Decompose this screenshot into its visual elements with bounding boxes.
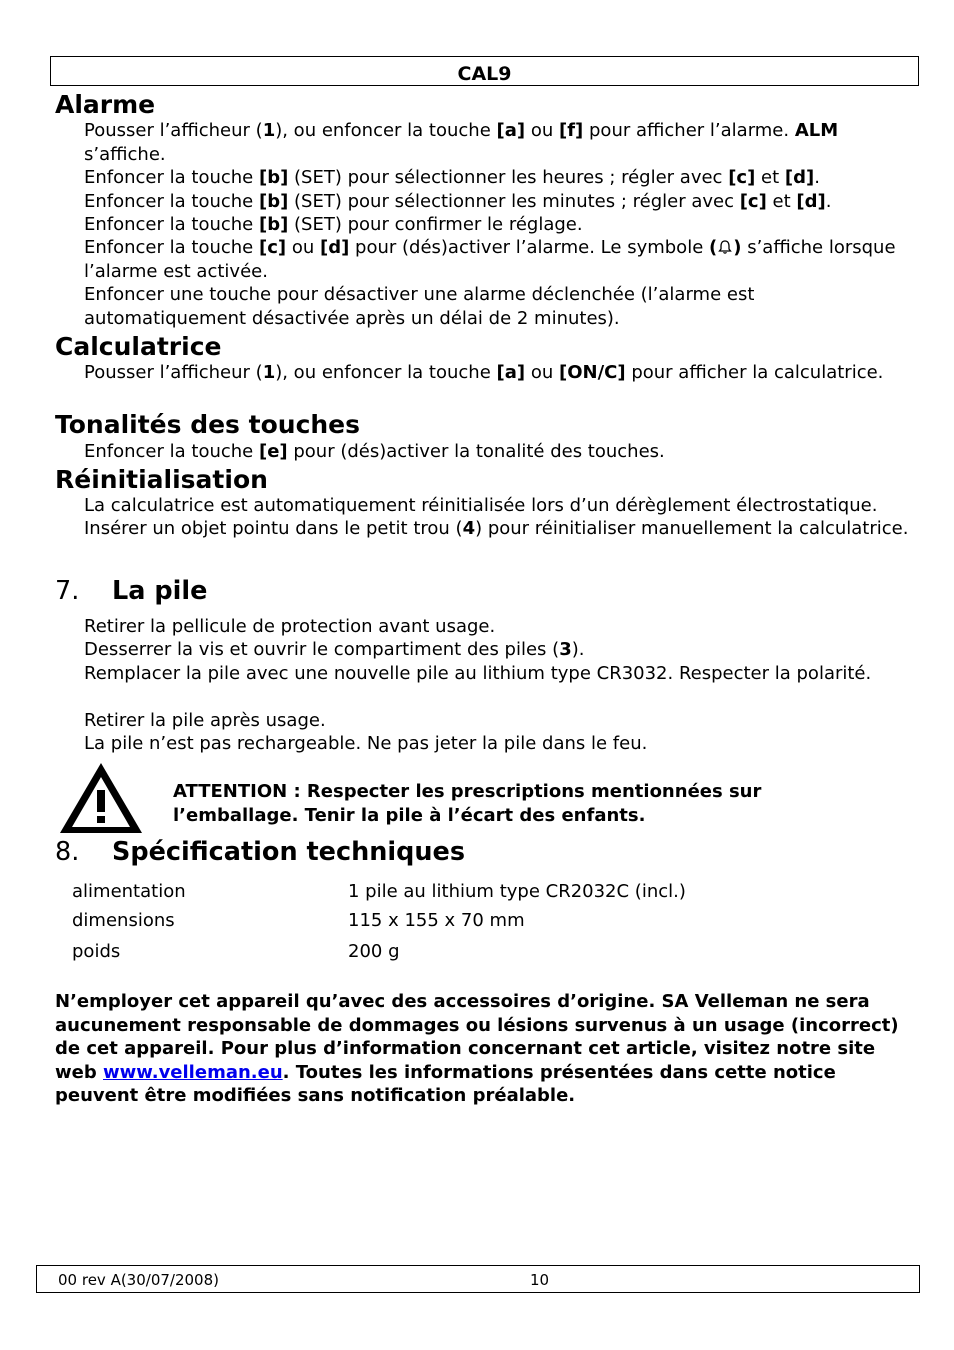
text: N’employer cet appareil qu’avec des accessoires d’origine. SA Velleman ne sera aucunement responsable de dommages ou lésions survenus à un usage (incorrect) de cet appareil. Pour plus d’information concernant cet article, visitez notre site web [55,991,899,1083]
tones-paragraph [84,440,914,464]
section-number: 7. [55,576,80,606]
heading-calculatrice: Calculatrice [55,332,222,361]
spec-label: dimensions [72,910,175,931]
page-number: 10 [530,1271,550,1289]
pile-line-1: Retirer la pellicule de protection avant usage. [84,616,496,637]
spec-label: poids [72,941,121,962]
disclaimer-paragraph [55,990,915,1108]
ref: 4 [462,518,476,539]
alm-label: ALM [794,120,839,141]
velleman-website-link[interactable]: www.velleman.eu [103,1061,283,1083]
heading-reinitialisation: Réinitialisation [55,465,268,494]
heading-la-pile [55,576,207,606]
text: pour afficher l’alarme. [583,120,795,141]
key: [a] [496,362,526,383]
text: pour (dés)activer la tonalité des touches. [287,441,665,462]
text: s’affiche lorsque l’alarme est activée. [84,237,896,282]
key: [c] [258,237,287,258]
key: [b] [258,191,289,212]
alarme-paragraph-5 [84,236,914,283]
text: ou [525,362,559,383]
ref: 1 [262,120,276,141]
reset-paragraph-1: La calculatrice est automatiquement réinitialisée lors d’un dérèglement électrostatique. [84,495,878,516]
section-title: Spécification techniques [112,837,466,867]
alarme-paragraph-2 [84,166,914,190]
key: [c] [739,191,767,212]
alarme-paragraph-6: Enfoncer une touche pour désactiver une alarme déclenchée (l’alarme est automatiquement désactivée après un délai de 2 minutes). [84,284,755,329]
text: . Toutes les informations présentées dans cette notice peuvent être modifiées sans notification préalable. [55,1061,836,1106]
key: [a] [496,120,526,141]
model-title: CAL9 [457,63,512,85]
text: . [814,167,820,188]
alarm-bell-icon [717,239,733,255]
text: et [766,191,797,212]
key: [d] [319,237,350,258]
text: Enfoncer la touche [84,441,259,462]
key: [b] [258,167,289,188]
revision-label: 00 rev A(30/07/2008) [58,1271,219,1289]
key: [c] [728,167,756,188]
spec-value: 115 x 155 x 70 mm [348,910,525,931]
heading-tonalites: Tonalités des touches [55,410,361,439]
spec-value: 200 g [348,941,400,962]
section-number: 8. [55,837,80,867]
text: pour afficher la calculatrice. [625,362,884,383]
text: . [825,191,832,212]
text: ), ou enfoncer la touche [275,120,497,141]
ref: 1 [262,362,276,383]
warning-triangle-icon [57,760,145,836]
text: ou [525,120,559,141]
warning-text: ATTENTION : Respecter les prescriptions mentionnées sur l’emballage. Tenir la pile à l’écart des enfants. [173,781,762,826]
key: [e] [258,441,288,462]
text: Desserrer la vis et ouvrir le compartiment des piles ( [84,639,560,660]
text: ), ou enfoncer la touche [275,362,497,383]
alarme-paragraph-3 [84,190,914,214]
pile-line-2 [84,638,914,662]
key: [d] [796,191,826,212]
paren: ) [733,237,742,258]
reset-paragraph-2 [84,517,914,541]
text: Pousser l’afficheur ( [84,362,263,383]
text: (SET) pour sélectionner les heures ; régler avec [288,167,729,188]
key: [ON/C] [558,362,626,383]
text: s’affiche. [84,143,166,165]
text: Enfoncer la touche [84,167,259,188]
text: Enfoncer la touche [84,237,259,258]
pile-line-3: Remplacer la pile avec une nouvelle pile au lithium type CR3032. Respecter la polarité. [84,663,872,684]
text: pour (dés)activer l’alarme. Le symbole [349,237,709,258]
text: et [755,167,785,188]
text: (SET) pour confirmer le réglage. [288,214,583,235]
page-footer [36,1265,920,1293]
text: ) pour réinitialiser manuellement la calculatrice. [475,518,909,539]
text: ). [571,639,585,660]
paren: ( [709,237,718,258]
text: ou [286,237,320,258]
text: (SET) pour sélectionner les minutes ; régler avec [288,191,740,212]
section-title: La pile [112,576,208,606]
key: [d] [784,167,815,188]
key: [f] [558,120,584,141]
spec-value: 1 pile au lithium type CR2032C (incl.) [348,881,686,902]
text: Pousser l’afficheur ( [84,120,263,141]
text: Enfoncer la touche [84,191,259,212]
heading-alarme: Alarme [55,90,156,119]
key: [b] [258,214,289,235]
text: Insérer un objet pointu dans le petit trou ( [84,518,463,539]
alarme-paragraph-4 [84,213,914,237]
calc-paragraph [84,361,914,385]
ref: 3 [559,639,572,660]
page-header [50,56,919,86]
pile-line-5: La pile n’est pas rechargeable. Ne pas jeter la pile dans le feu. [84,733,648,754]
pile-line-4: Retirer la pile après usage. [84,710,326,731]
text: Enfoncer la touche [84,214,259,235]
alarme-paragraph-1 [84,119,914,166]
heading-specifications [55,837,465,867]
spec-label: alimentation [72,881,186,902]
